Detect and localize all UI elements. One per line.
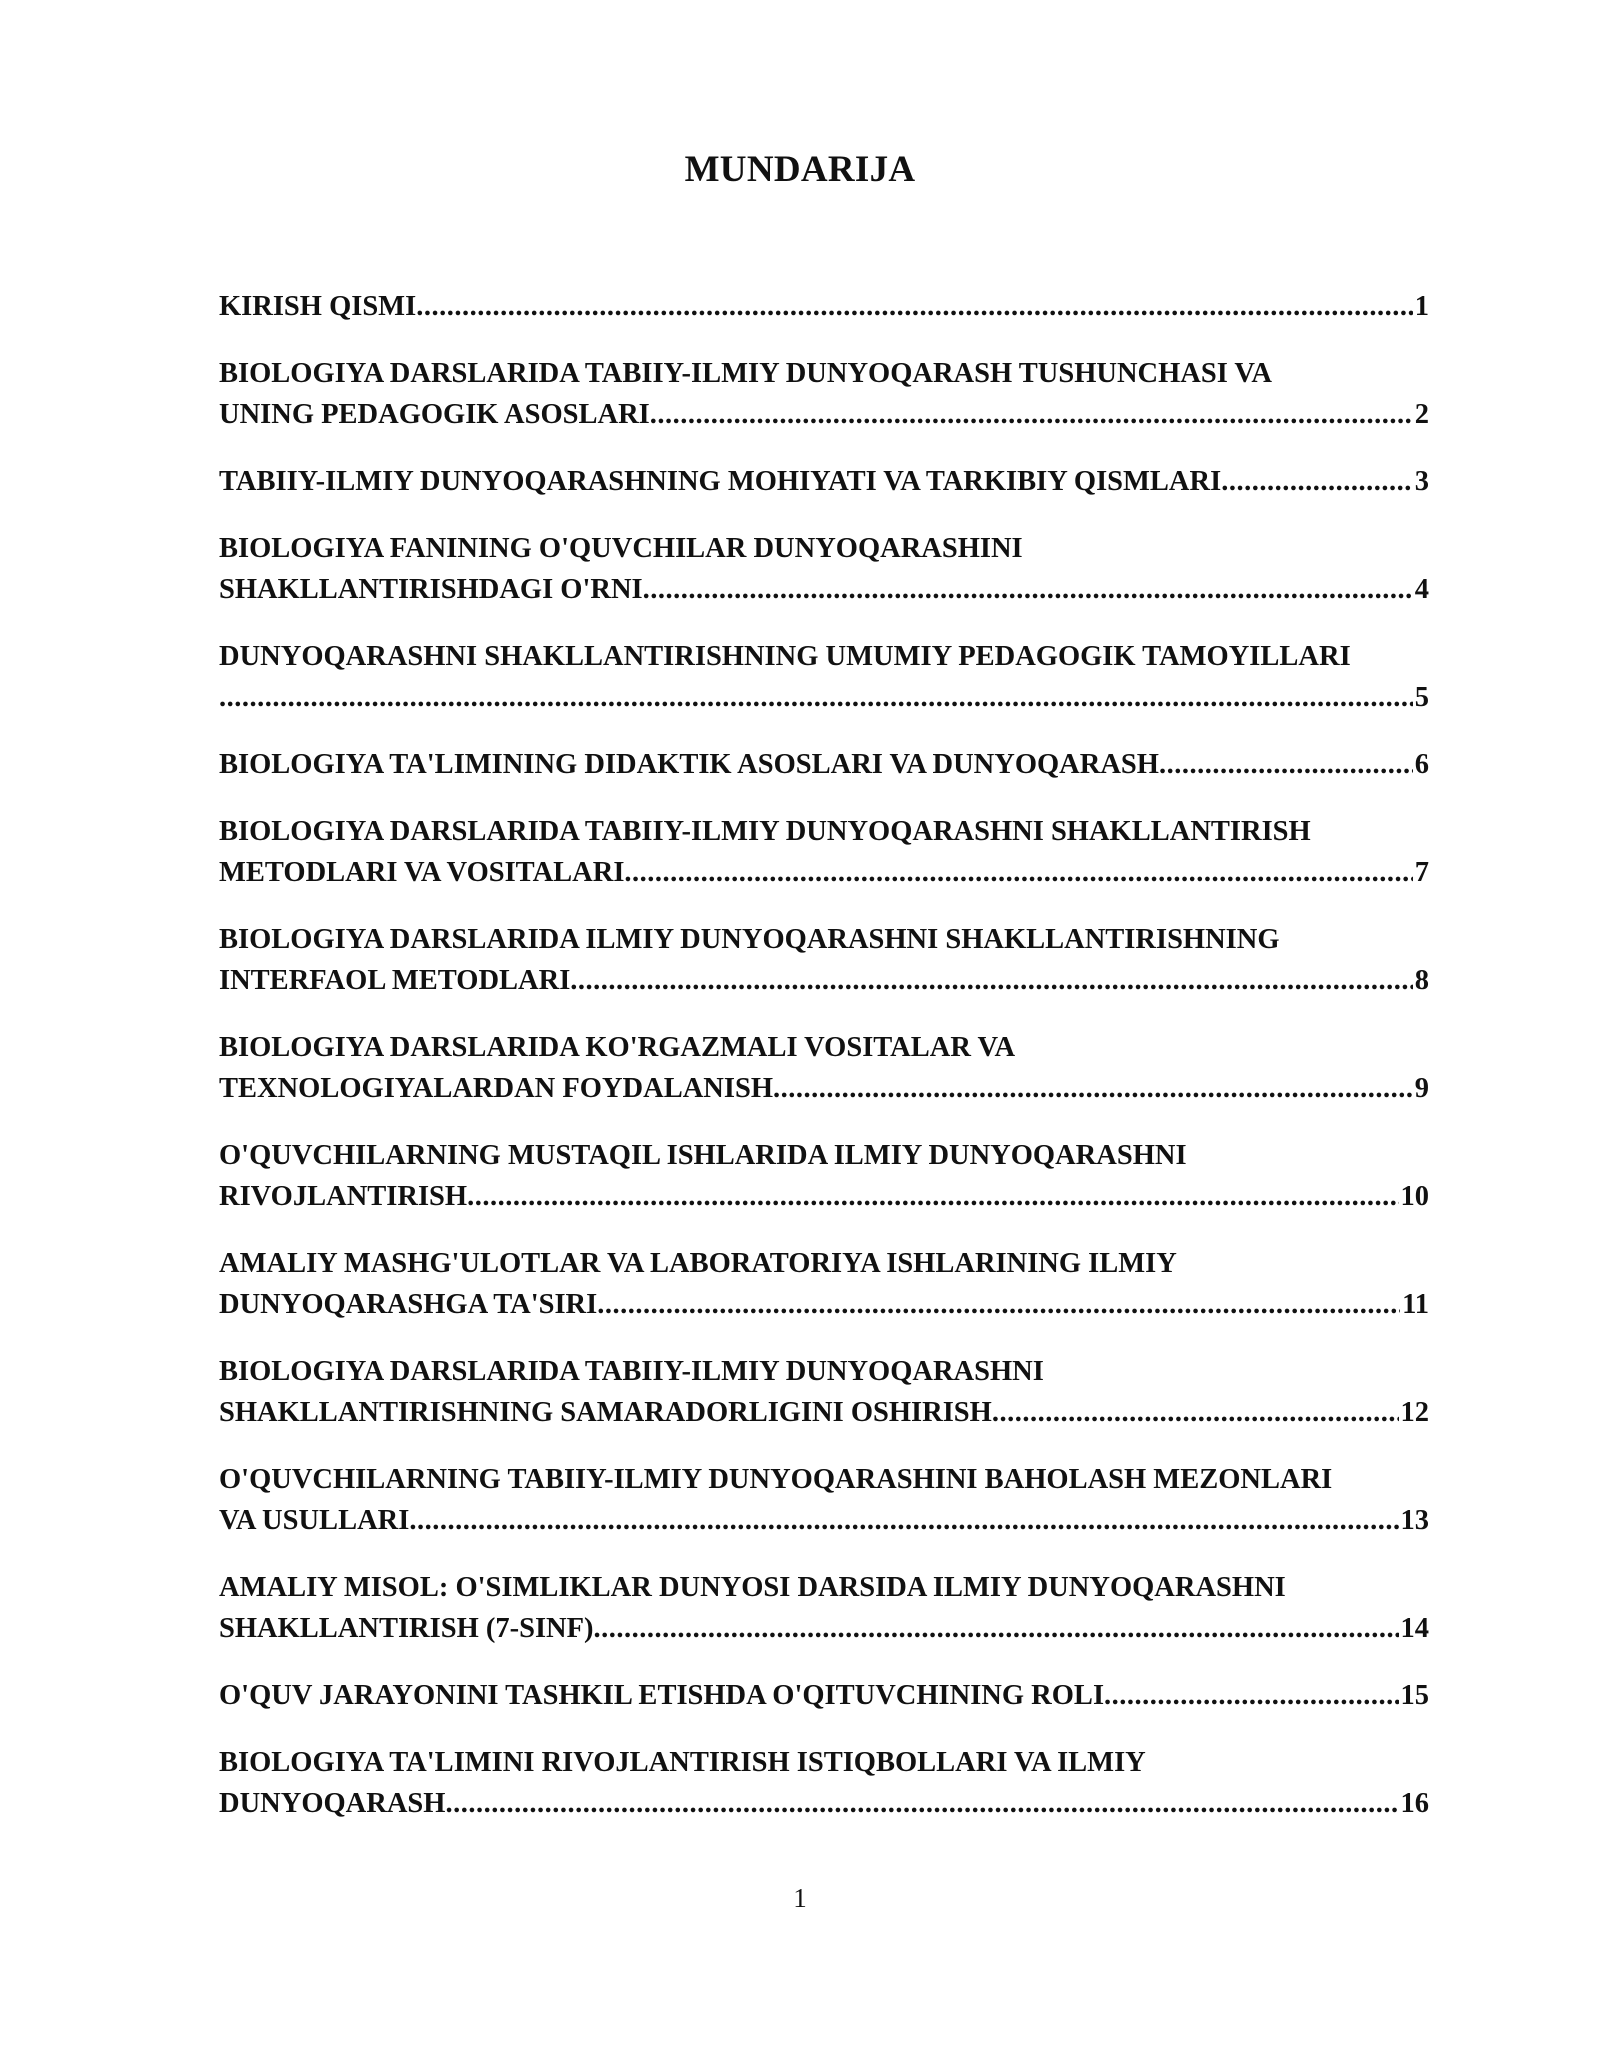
dot-leader [643,569,1413,610]
toc-entry-title-line: BIOLOGIYA TA'LIMINI RIVOJLANTIRISH ISTIQBOLLARI VA ILMIY [219,1747,1146,1778]
toc-entry-title-line: DUNYOQARASHNI SHAKLLANTIRISHNING UMUMIY PEDAGOGIK TAMOYILLARI [219,641,1351,672]
toc-entry-leader-line [219,1392,1429,1433]
toc-entry-leader-line [219,744,1429,785]
table-of-contents [219,286,1429,1850]
toc-entry-title-line: SHAKLLANTIRISHDAGI O'RNI [219,574,643,605]
toc-entry[interactable] [219,461,1429,502]
toc-entry-leader-line [219,1675,1429,1716]
toc-entry-leader-line [219,677,1429,718]
toc-entry-title-line: BIOLOGIYA FANINING O'QUVCHILAR DUNYOQARASHINI [219,533,1023,564]
dot-leader [594,1608,1399,1649]
toc-entry-title-line: UNING PEDAGOGIK ASOSLARI [219,399,650,430]
toc-entry[interactable] [219,744,1429,785]
toc-entry[interactable] [219,1135,1429,1217]
dot-leader [650,394,1413,435]
toc-entry-title-line: BIOLOGIYA DARSLARIDA KO'RGAZMALI VOSITALAR VA [219,1032,1016,1063]
toc-entry-title-line: BIOLOGIYA TA'LIMINING DIDAKTIK ASOSLARI VA DUNYOQARASH [219,749,1159,780]
toc-entry-title-line: BIOLOGIYA DARSLARIDA ILMIY DUNYOQARASHNI SHAKLLANTIRISHNING [219,924,1280,955]
toc-page-number: 15 [1400,1680,1429,1711]
dot-leader [597,1284,1400,1325]
toc-entry[interactable] [219,1351,1429,1433]
toc-page-number: 2 [1414,399,1429,430]
toc-entry[interactable] [219,1675,1429,1716]
dot-leader [1159,744,1413,785]
toc-page-number: 13 [1400,1505,1429,1536]
toc-entry-leader-line [219,394,1429,435]
toc-page-number: 5 [1414,682,1429,713]
toc-entry[interactable] [219,1742,1429,1824]
toc-entry-title-line: SHAKLLANTIRISHNING SAMARADORLIGINI OSHIRISH [219,1397,992,1428]
dot-leader [1221,461,1413,502]
toc-page-number: 3 [1414,466,1429,497]
toc-entry-title-line: AMALIY MASHG'ULOTLAR VA LABORATORIYA ISHLARINING ILMIY [219,1248,1177,1279]
toc-entry-leader-line [219,1068,1429,1109]
toc-entry-leader-line [219,286,1429,327]
toc-entry[interactable] [219,811,1429,893]
toc-entry-title-line: SHAKLLANTIRISH (7-SINF) [219,1613,594,1644]
dot-leader [1104,1675,1398,1716]
toc-entry[interactable] [219,919,1429,1001]
toc-page-number: 9 [1414,1073,1429,1104]
toc-entry-title-line: VA USULLARI [219,1505,410,1536]
toc-entry-title-line: KIRISH QISMI [219,291,417,322]
toc-entry-title-line: RIVOJLANTIRISH [219,1181,468,1212]
toc-entry-leader-line [219,1176,1429,1217]
toc-page-number: 4 [1414,574,1429,605]
toc-entry[interactable] [219,1243,1429,1325]
dot-leader [773,1068,1413,1109]
toc-entry[interactable] [219,1459,1429,1541]
dot-leader [570,960,1412,1001]
dot-leader [416,286,1413,327]
toc-entry-title-line: DUNYOQARASH [219,1788,446,1819]
toc-entry-title-line: AMALIY MISOL: O'SIMLIKLAR DUNYOSI DARSIDA ILMIY DUNYOQARASHNI [219,1572,1286,1603]
toc-entry-title-line: O'QUVCHILARNING MUSTAQIL ISHLARIDA ILMIY DUNYOQARASHNI [219,1140,1187,1171]
dot-leader [992,1392,1399,1433]
toc-page-number: 14 [1400,1613,1429,1644]
toc-page-number: 7 [1414,857,1429,888]
toc-page-number: 1 [1414,291,1429,322]
toc-page-number: 12 [1400,1397,1429,1428]
toc-entry[interactable] [219,636,1429,718]
toc-entry[interactable] [219,528,1429,610]
toc-page-number: 11 [1402,1289,1429,1320]
toc-entry-leader-line [219,1608,1429,1649]
dot-leader [445,1783,1398,1824]
toc-entry-leader-line [219,569,1429,610]
toc-entry-leader-line [219,1284,1429,1325]
toc-entry[interactable] [219,286,1429,327]
toc-entry-title-line: BIOLOGIYA DARSLARIDA TABIIY-ILMIY DUNYOQARASHNI [219,1356,1044,1387]
toc-entry-leader-line [219,1783,1429,1824]
page-number: 1 [793,1883,807,1913]
dot-leader [624,852,1412,893]
toc-entry[interactable] [219,1567,1429,1649]
toc-entry-leader-line [219,960,1429,1001]
toc-entry[interactable] [219,353,1429,435]
toc-page-number: 8 [1414,965,1429,996]
page-title: MUNDARIJA [684,149,916,190]
dot-leader [467,1176,1398,1217]
toc-page-number: 10 [1400,1181,1429,1212]
toc-entry-title-line: O'QUV JARAYONINI TASHKIL ETISHDA O'QITUVCHINING ROLI [219,1680,1105,1711]
toc-entry-leader-line [219,852,1429,893]
dot-leader [409,1500,1398,1541]
toc-entry-title-line: BIOLOGIYA DARSLARIDA TABIIY-ILMIY DUNYOQARASH TUSHUNCHASI VA [219,358,1272,389]
toc-entry-title-line: METODLARI VA VOSITALARI [219,857,625,888]
dot-leader [219,677,1413,718]
toc-entry-leader-line [219,1500,1429,1541]
toc-entry-title-line: BIOLOGIYA DARSLARIDA TABIIY-ILMIY DUNYOQARASHNI SHAKLLANTIRISH [219,816,1311,847]
toc-entry-title-line: TEXNOLOGIYALARDAN FOYDALANISH [219,1073,773,1104]
toc-entry[interactable] [219,1027,1429,1109]
toc-page-number: 6 [1414,749,1429,780]
toc-entry-title-line: TABIIY-ILMIY DUNYOQARASHNING MOHIYATI VA TARKIBIY QISMLARI [219,466,1222,497]
toc-entry-title-line: DUNYOQARASHGA TA'SIRI [219,1289,598,1320]
toc-page-number: 16 [1400,1788,1429,1819]
toc-entry-leader-line [219,461,1429,502]
toc-entry-title-line: INTERFAOL METODLARI [219,965,571,996]
toc-entry-title-line: O'QUVCHILARNING TABIIY-ILMIY DUNYOQARASHINI BAHOLASH MEZONLARI [219,1464,1333,1495]
